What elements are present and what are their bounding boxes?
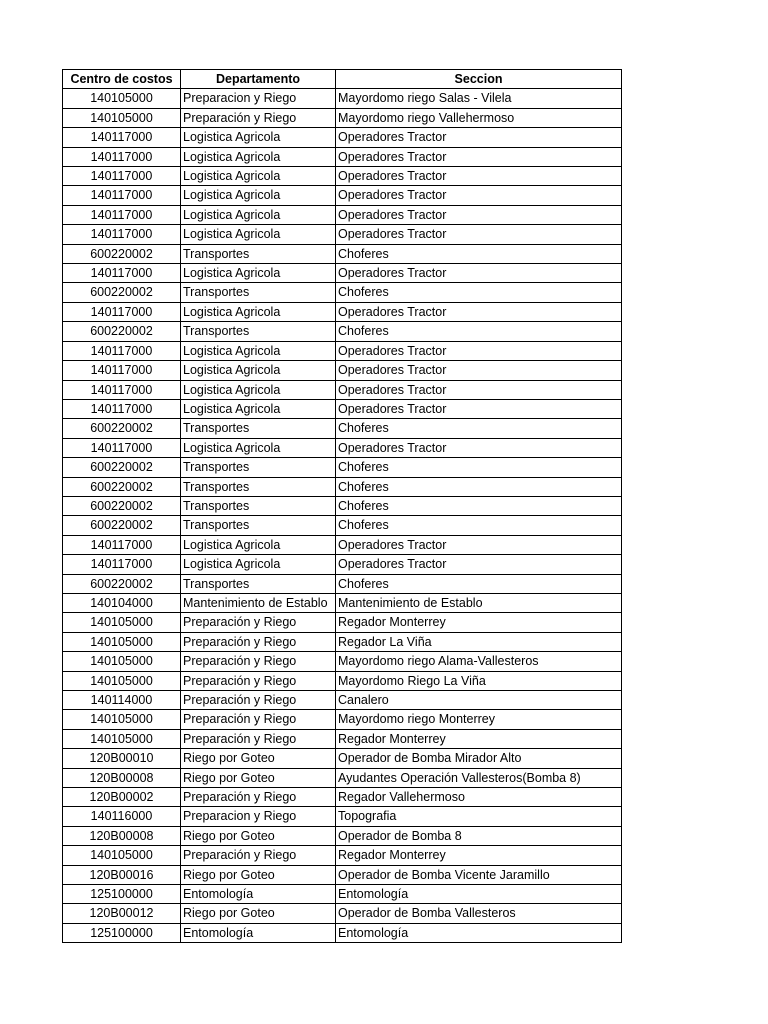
table-row: [63, 574, 622, 593]
cell-centro-de-costos[interactable]: 600220002: [63, 496, 181, 515]
cell-departamento[interactable]: Logistica Agricola: [181, 147, 336, 166]
table-header: [63, 70, 622, 89]
table-row: [63, 535, 622, 554]
cell-departamento[interactable]: Logistica Agricola: [181, 361, 336, 380]
cell-departamento[interactable]: Entomología: [181, 885, 336, 904]
cell-seccion[interactable]: Operadores Tractor: [336, 438, 622, 457]
cell-departamento[interactable]: Riego por Goteo: [181, 749, 336, 768]
cell-seccion[interactable]: Operadores Tractor: [336, 205, 622, 224]
cell-seccion[interactable]: Operador de Bomba Vallesteros: [336, 904, 622, 923]
cell-centro-de-costos[interactable]: 140105000: [63, 729, 181, 748]
table-row: [63, 186, 622, 205]
cell-departamento[interactable]: Logistica Agricola: [181, 128, 336, 147]
cell-seccion[interactable]: Mayordomo riego Alama-Vallesteros: [336, 652, 622, 671]
cell-centro-de-costos[interactable]: 600220002: [63, 458, 181, 477]
table-row: [63, 865, 622, 884]
cell-centro-de-costos[interactable]: 600220002: [63, 244, 181, 263]
cell-seccion[interactable]: Topografia: [336, 807, 622, 826]
cell-departamento[interactable]: Logistica Agricola: [181, 399, 336, 418]
cell-departamento[interactable]: Logistica Agricola: [181, 302, 336, 321]
table-row: [63, 729, 622, 748]
table-row: [63, 419, 622, 438]
table-row: [63, 613, 622, 632]
header-departamento[interactable]: Departamento: [181, 70, 336, 89]
cell-departamento[interactable]: Logistica Agricola: [181, 438, 336, 457]
cell-seccion[interactable]: Mayordomo riego Vallehermoso: [336, 108, 622, 127]
table-row: [63, 322, 622, 341]
cell-seccion[interactable]: Entomología: [336, 923, 622, 942]
table-row: [63, 496, 622, 515]
table-row: [63, 555, 622, 574]
table-row: [63, 225, 622, 244]
table-row: [63, 671, 622, 690]
cell-departamento[interactable]: Transportes: [181, 516, 336, 535]
table-row: [63, 807, 622, 826]
table-row: [63, 788, 622, 807]
cell-centro-de-costos[interactable]: 125100000: [63, 885, 181, 904]
table-row: [63, 691, 622, 710]
cell-centro-de-costos[interactable]: 600220002: [63, 419, 181, 438]
cell-seccion[interactable]: Regador La Viña: [336, 632, 622, 651]
cell-departamento[interactable]: Mantenimiento de Establo: [181, 593, 336, 612]
table-row: [63, 264, 622, 283]
cell-seccion[interactable]: Operadores Tractor: [336, 399, 622, 418]
cell-centro-de-costos[interactable]: 140105000: [63, 613, 181, 632]
cell-seccion[interactable]: Regador Monterrey: [336, 613, 622, 632]
cell-seccion[interactable]: Choferes: [336, 283, 622, 302]
cell-centro-de-costos[interactable]: 600220002: [63, 574, 181, 593]
cell-centro-de-costos[interactable]: 140117000: [63, 361, 181, 380]
cell-seccion[interactable]: Choferes: [336, 574, 622, 593]
header-centro-de-costos[interactable]: Centro de costos: [63, 70, 181, 89]
cell-departamento[interactable]: Logistica Agricola: [181, 535, 336, 554]
cell-departamento[interactable]: Preparación y Riego: [181, 710, 336, 729]
cell-centro-de-costos[interactable]: 140105000: [63, 671, 181, 690]
cell-departamento[interactable]: Preparación y Riego: [181, 613, 336, 632]
cell-departamento[interactable]: Logistica Agricola: [181, 205, 336, 224]
cell-departamento[interactable]: Logistica Agricola: [181, 225, 336, 244]
cell-departamento[interactable]: Transportes: [181, 322, 336, 341]
cell-departamento[interactable]: Logistica Agricola: [181, 380, 336, 399]
cell-departamento[interactable]: Transportes: [181, 574, 336, 593]
cell-departamento[interactable]: Entomología: [181, 923, 336, 942]
cell-centro-de-costos[interactable]: 120B00008: [63, 768, 181, 787]
cell-centro-de-costos[interactable]: 140104000: [63, 593, 181, 612]
cell-seccion[interactable]: Mayordomo Riego La Viña: [336, 671, 622, 690]
cell-seccion[interactable]: Operadores Tractor: [336, 341, 622, 360]
table-row: [63, 341, 622, 360]
cell-centro-de-costos[interactable]: 140117000: [63, 535, 181, 554]
cell-centro-de-costos[interactable]: 140116000: [63, 807, 181, 826]
table-row: [63, 108, 622, 127]
cell-departamento[interactable]: Preparacion y Riego: [181, 89, 336, 108]
cell-seccion[interactable]: Operadores Tractor: [336, 535, 622, 554]
cell-centro-de-costos[interactable]: 140105000: [63, 710, 181, 729]
table-row: [63, 244, 622, 263]
header-row: [63, 70, 622, 89]
table-row: [63, 302, 622, 321]
cell-departamento[interactable]: Riego por Goteo: [181, 865, 336, 884]
cell-centro-de-costos[interactable]: 140117000: [63, 167, 181, 186]
cell-departamento[interactable]: Riego por Goteo: [181, 768, 336, 787]
table-row: [63, 283, 622, 302]
cell-departamento[interactable]: Preparación y Riego: [181, 691, 336, 710]
cell-departamento[interactable]: Transportes: [181, 458, 336, 477]
table-row: [63, 361, 622, 380]
cell-centro-de-costos[interactable]: 140105000: [63, 652, 181, 671]
cell-centro-de-costos[interactable]: 140117000: [63, 380, 181, 399]
cell-departamento[interactable]: Transportes: [181, 477, 336, 496]
cell-seccion[interactable]: Mayordomo riego Salas - Vilela: [336, 89, 622, 108]
cell-departamento[interactable]: Logistica Agricola: [181, 341, 336, 360]
table-row: [63, 652, 622, 671]
cell-centro-de-costos[interactable]: 140117000: [63, 555, 181, 574]
cell-centro-de-costos[interactable]: 140105000: [63, 846, 181, 865]
cell-departamento[interactable]: Riego por Goteo: [181, 904, 336, 923]
cell-seccion[interactable]: Operadores Tractor: [336, 147, 622, 166]
cell-seccion[interactable]: Ayudantes Operación Vallesteros(Bomba 8): [336, 768, 622, 787]
cell-departamento[interactable]: Logistica Agricola: [181, 555, 336, 574]
table-body: [63, 89, 622, 943]
cell-seccion[interactable]: Operadores Tractor: [336, 225, 622, 244]
cell-centro-de-costos[interactable]: 125100000: [63, 923, 181, 942]
cell-centro-de-costos[interactable]: 140117000: [63, 186, 181, 205]
table-row: [63, 477, 622, 496]
cell-centro-de-costos[interactable]: 120B00002: [63, 788, 181, 807]
table-row: [63, 167, 622, 186]
cell-seccion[interactable]: Operadores Tractor: [336, 264, 622, 283]
cell-departamento[interactable]: Preparación y Riego: [181, 729, 336, 748]
cell-centro-de-costos[interactable]: 140117000: [63, 147, 181, 166]
cell-centro-de-costos[interactable]: 120B00012: [63, 904, 181, 923]
cell-centro-de-costos[interactable]: 140114000: [63, 691, 181, 710]
cell-seccion[interactable]: Operadores Tractor: [336, 380, 622, 399]
table-row: [63, 516, 622, 535]
table-row: [63, 438, 622, 457]
cell-departamento[interactable]: Riego por Goteo: [181, 826, 336, 845]
table-row: [63, 89, 622, 108]
cell-departamento[interactable]: Transportes: [181, 496, 336, 515]
cell-centro-de-costos[interactable]: 140117000: [63, 264, 181, 283]
table-row: [63, 147, 622, 166]
cell-centro-de-costos[interactable]: 140117000: [63, 302, 181, 321]
table-row: [63, 128, 622, 147]
header-seccion[interactable]: Seccion: [336, 70, 622, 89]
cell-seccion[interactable]: Choferes: [336, 419, 622, 438]
cell-centro-de-costos[interactable]: 120B00008: [63, 826, 181, 845]
cell-seccion[interactable]: Operadores Tractor: [336, 167, 622, 186]
table-row: [63, 205, 622, 224]
cell-centro-de-costos[interactable]: 600220002: [63, 516, 181, 535]
cell-seccion[interactable]: Choferes: [336, 244, 622, 263]
cell-departamento[interactable]: Preparación y Riego: [181, 632, 336, 651]
table-row: [63, 826, 622, 845]
cell-centro-de-costos[interactable]: 140117000: [63, 225, 181, 244]
cell-seccion[interactable]: Operador de Bomba Mirador Alto: [336, 749, 622, 768]
table-row: [63, 399, 622, 418]
cell-centro-de-costos[interactable]: 600220002: [63, 477, 181, 496]
cell-departamento[interactable]: Logistica Agricola: [181, 264, 336, 283]
cell-centro-de-costos[interactable]: 140105000: [63, 89, 181, 108]
table-row: [63, 710, 622, 729]
cell-seccion[interactable]: Operadores Tractor: [336, 302, 622, 321]
cell-seccion[interactable]: Choferes: [336, 477, 622, 496]
cell-centro-de-costos[interactable]: 140105000: [63, 632, 181, 651]
cell-centro-de-costos[interactable]: 140117000: [63, 438, 181, 457]
table-row: [63, 904, 622, 923]
cell-seccion[interactable]: Operadores Tractor: [336, 186, 622, 205]
cell-departamento[interactable]: Transportes: [181, 244, 336, 263]
cell-departamento[interactable]: Preparación y Riego: [181, 788, 336, 807]
cell-seccion[interactable]: Regador Monterrey: [336, 729, 622, 748]
table-row: [63, 380, 622, 399]
table-row: [63, 885, 622, 904]
cell-seccion[interactable]: Operadores Tractor: [336, 128, 622, 147]
table-row: [63, 593, 622, 612]
cell-departamento[interactable]: Transportes: [181, 283, 336, 302]
table-row: [63, 846, 622, 865]
cell-seccion[interactable]: Operador de Bomba 8: [336, 826, 622, 845]
cell-departamento[interactable]: Logistica Agricola: [181, 186, 336, 205]
cell-seccion[interactable]: Mayordomo riego Monterrey: [336, 710, 622, 729]
cell-centro-de-costos[interactable]: 140117000: [63, 205, 181, 224]
cell-seccion[interactable]: Choferes: [336, 322, 622, 341]
cell-seccion[interactable]: Choferes: [336, 496, 622, 515]
cell-centro-de-costos[interactable]: 140105000: [63, 108, 181, 127]
cell-centro-de-costos[interactable]: 140117000: [63, 128, 181, 147]
table-row: [63, 749, 622, 768]
cell-seccion[interactable]: Entomología: [336, 885, 622, 904]
cell-seccion[interactable]: Operadores Tractor: [336, 361, 622, 380]
cell-seccion[interactable]: Regador Monterrey: [336, 846, 622, 865]
cell-seccion[interactable]: Operador de Bomba Vicente Jaramillo: [336, 865, 622, 884]
table-row: [63, 632, 622, 651]
cell-departamento[interactable]: Preparación y Riego: [181, 846, 336, 865]
cell-departamento[interactable]: Logistica Agricola: [181, 167, 336, 186]
spreadsheet: [62, 69, 622, 943]
cell-seccion[interactable]: Canalero: [336, 691, 622, 710]
cost-center-table: [62, 69, 622, 943]
cell-centro-de-costos[interactable]: 600220002: [63, 322, 181, 341]
cell-seccion[interactable]: Regador Vallehermoso: [336, 788, 622, 807]
cell-departamento[interactable]: Preparación y Riego: [181, 671, 336, 690]
table-row: [63, 458, 622, 477]
cell-seccion[interactable]: Operadores Tractor: [336, 555, 622, 574]
cell-centro-de-costos[interactable]: 140117000: [63, 341, 181, 360]
cell-centro-de-costos[interactable]: 120B00016: [63, 865, 181, 884]
cell-departamento[interactable]: Preparacion y Riego: [181, 807, 336, 826]
cell-seccion[interactable]: Choferes: [336, 516, 622, 535]
cell-departamento[interactable]: Preparación y Riego: [181, 652, 336, 671]
cell-centro-de-costos[interactable]: 600220002: [63, 283, 181, 302]
table-row: [63, 923, 622, 942]
cell-seccion[interactable]: Mantenimiento de Establo: [336, 593, 622, 612]
cell-centro-de-costos[interactable]: 140117000: [63, 399, 181, 418]
cell-seccion[interactable]: Choferes: [336, 458, 622, 477]
cell-centro-de-costos[interactable]: 120B00010: [63, 749, 181, 768]
table-row: [63, 768, 622, 787]
cell-departamento[interactable]: Transportes: [181, 419, 336, 438]
cell-departamento[interactable]: Preparación y Riego: [181, 108, 336, 127]
